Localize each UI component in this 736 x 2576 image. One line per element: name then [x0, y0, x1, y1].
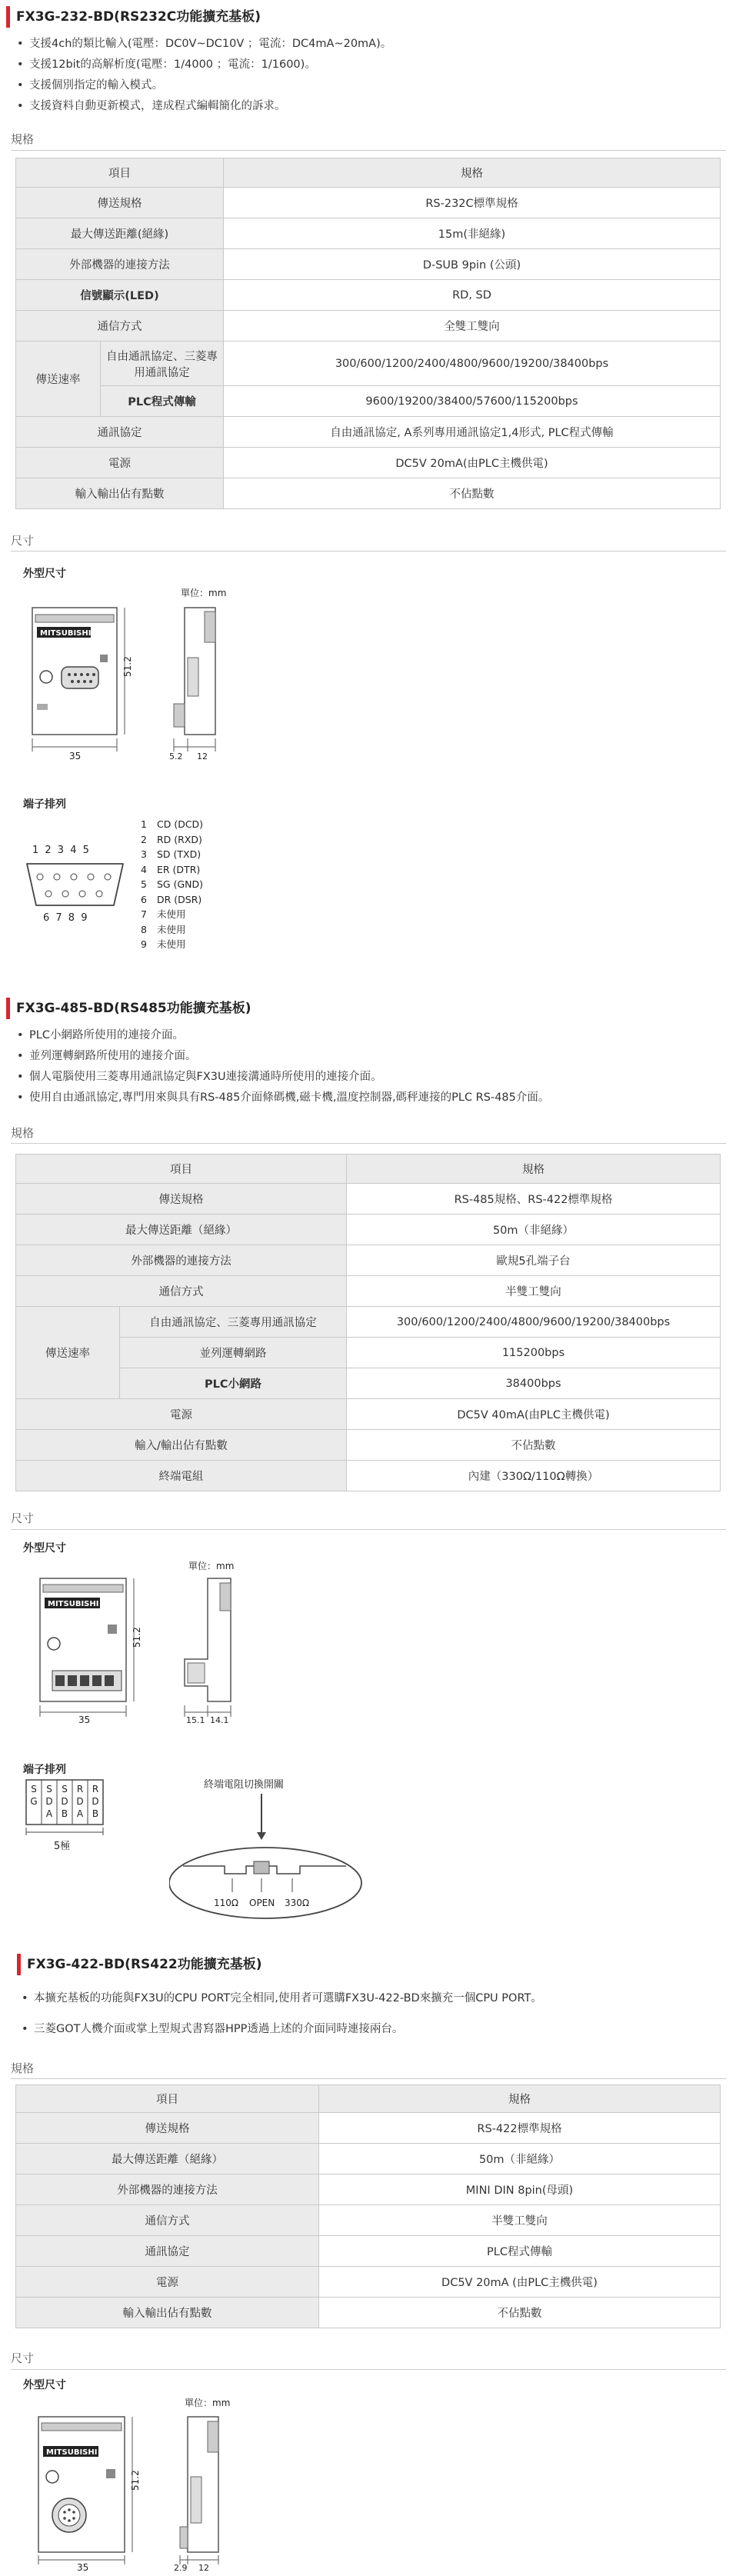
table-cell: PLC程式傳輸 [101, 386, 224, 417]
list-item: • 支援資料自動更新模式，達成程式編輯簡化的訴求。 [17, 96, 391, 117]
list-item: • 三菱GOT人機介面或掌上型規式書寫器HPP透過上述的介面同時連接兩台。 [22, 2014, 542, 2044]
divider [11, 1529, 726, 1530]
feature-list-485 [17, 1025, 549, 1108]
list-item: 8 未使用 [141, 923, 186, 935]
switch-option-330: 330Ω [285, 1898, 310, 1908]
list-item: 4 ER (DTR) [141, 863, 201, 875]
table-cell: 信號顯示(LED) [16, 280, 224, 311]
dim-height: 51.2 [132, 1627, 142, 1648]
pin-label: 端子排列 [23, 1764, 66, 1776]
table-cell: DC5V 20mA(由PLC主機供電) [224, 448, 721, 478]
table-cell: 半雙工雙向 [347, 1276, 721, 1307]
dim-depth-1: 15.1 [186, 1715, 205, 1725]
list-item: 5 SG (GND) [141, 878, 204, 890]
table-header: 規格 [347, 1155, 721, 1184]
table-cell: RS-422標準規格 [319, 2113, 721, 2144]
list-item: 9 未使用 [141, 938, 186, 950]
table-cell: 300/600/1200/2400/4800/9600/19200/38400bps [347, 1307, 721, 1338]
list-item: • 支援4ch的類比輸入(電壓：DC0V~DC10V ；電流：DC4mA~20mA)。 [17, 34, 391, 55]
dim-depth-2: 12 [197, 751, 208, 761]
section-title-232: FX3G-232-BD(RS232C功能擴充基板) [6, 6, 261, 28]
list-item: 1 CD (DCD) [141, 818, 204, 830]
table-cell: MINI DIN 8pin(母頭) [319, 2174, 721, 2205]
divider [11, 150, 726, 151]
table-cell: 並列運轉網路 [120, 1338, 347, 1368]
spec-table-422 [15, 2084, 721, 2328]
table-cell: RS-485規格、RS-422標準規格 [347, 1184, 721, 1215]
pin-numbers-top: 1 2 3 4 5 [32, 845, 91, 856]
table-cell: 電源 [16, 2267, 319, 2298]
outer-dim-label: 外型尺寸 [23, 1542, 66, 1555]
dim-width: 35 [78, 1715, 91, 1725]
svg-text:G: G [30, 1796, 38, 1807]
table-cell: 自由通訊協定、三菱專用通訊協定 [101, 342, 224, 386]
pin-numbers-bottom: 6 7 8 9 [43, 912, 89, 924]
table-cell: 9600/19200/38400/57600/115200bps [224, 386, 721, 417]
dim-depth-2: 14.1 [210, 1715, 229, 1725]
table-header: 項目 [16, 2085, 319, 2113]
dim-depth-1: 5.2 [169, 751, 183, 761]
table-cell: 通訊協定 [16, 2236, 319, 2267]
list-item: • 本擴充基板的功能與FX3U的CPU PORT完全相同,使用者可選購FX3U-422-BD來擴充一個CPU PORT。 [22, 1983, 542, 2014]
divider [11, 2078, 726, 2079]
table-cell: PLC小網路 [120, 1368, 347, 1399]
switch-option-110: 110Ω [214, 1898, 239, 1908]
table-cell: 輸入/輸出佔有點數 [16, 1430, 347, 1461]
table-cell: 傳送規格 [16, 1184, 347, 1215]
list-item: • 並列運轉網路所使用的連接介面。 [17, 1046, 549, 1067]
table-cell: 電源 [16, 1399, 347, 1430]
dim-height: 51.2 [130, 2470, 141, 2491]
list-item: • 支援12bit的高解析度(電壓：1/4000 ；電流：1/1600)。 [17, 55, 391, 75]
svg-text:A: A [45, 1808, 53, 1819]
table-cell: 外部機器的連接方法 [16, 1245, 347, 1276]
list-item: 6 DR (DSR) [141, 893, 202, 905]
table-cell: 電源 [16, 448, 224, 478]
table-cell: 輸入輸出佔有點數 [16, 478, 224, 509]
dim-width: 35 [69, 751, 82, 761]
pin-label: 端子排列 [23, 798, 66, 811]
table-cell: 輸入輸出佔有點數 [16, 2298, 319, 2328]
table-cell: 通訊協定 [16, 417, 224, 448]
terminal-rda: R [76, 1784, 84, 1795]
terminal-sda: S [46, 1784, 52, 1795]
svg-text:D: D [45, 1796, 53, 1807]
feature-list-232 [17, 34, 391, 117]
table-cell: 歐規5孔端子台 [347, 1245, 721, 1276]
switch-option-open: OPEN [249, 1898, 275, 1908]
divider [11, 2369, 726, 2370]
section-title-422: FX3G-422-BD(RS422功能擴充基板) [17, 1954, 262, 1975]
dim-depth-2: 12 [198, 2563, 209, 2573]
table-cell: 外部機器的連接方法 [16, 2174, 319, 2205]
pin-list [131, 817, 203, 952]
table-cell: 38400bps [347, 1368, 721, 1399]
table-cell: 50m（非絕緣） [319, 2144, 721, 2174]
dim-depth-1: 2.9 [174, 2563, 188, 2573]
table-cell: 傳送速率 [16, 1307, 120, 1399]
table-cell: 15m(非絕緣) [224, 218, 721, 249]
svg-text:D: D [92, 1796, 99, 1807]
table-cell: 全雙工雙向 [224, 311, 721, 342]
svg-text:A: A [76, 1808, 84, 1819]
dim-width: 35 [77, 2562, 89, 2573]
table-header: 規格 [224, 158, 721, 188]
unit-label: 單位：mm [185, 2398, 231, 2408]
table-cell: 通信方式 [16, 2205, 319, 2236]
table-cell: 300/600/1200/2400/4800/9600/19200/38400bps [224, 342, 721, 386]
spec-label: 規格 [11, 2061, 35, 2075]
svg-text:B: B [92, 1808, 99, 1819]
brand-label: MITSUBISHI [46, 2448, 98, 2457]
terminal-sdb: S [62, 1784, 68, 1795]
table-cell: 內建（330Ω/110Ω轉換） [347, 1461, 721, 1491]
table-cell: D-SUB 9pin (公頭) [224, 249, 721, 280]
list-item: • PLC小網路所使用的連接介面。 [17, 1025, 549, 1046]
dsub-connector-diagram [23, 835, 138, 942]
table-cell: DC5V 40mA(由PLC主機供電) [347, 1399, 721, 1430]
spec-table-232 [15, 158, 721, 509]
table-cell: 不佔點數 [224, 478, 721, 509]
svg-text:D: D [61, 1796, 68, 1807]
unit-label: 單位：mm [188, 1561, 235, 1571]
feature-list-422 [22, 1983, 542, 2044]
table-cell: 傳送速率 [16, 342, 101, 417]
table-cell: 終端電組 [16, 1461, 347, 1491]
svg-text:B: B [61, 1808, 68, 1819]
table-cell: RS-232C標準規格 [224, 188, 721, 218]
list-item: • 個人電腦使用三菱專用通訊協定與FX3U連接溝通時所使用的連接介面。 [17, 1067, 549, 1088]
table-cell: 傳送規格 [16, 2113, 319, 2144]
table-cell: 半雙工雙向 [319, 2205, 721, 2236]
outer-dim-label: 外型尺寸 [23, 568, 66, 580]
size-label: 尺寸 [11, 1511, 35, 1525]
section-title-485: FX3G-485-BD(RS485功能擴充基板) [6, 998, 251, 1019]
table-cell: RD, SD [224, 280, 721, 311]
table-cell: 50m（非絕緣） [347, 1215, 721, 1245]
table-cell: 自由通訊協定、三菱專用通訊協定 [120, 1307, 347, 1338]
list-item: 7 未使用 [141, 908, 186, 920]
dimension-drawing-422 [23, 2392, 277, 2574]
outer-dim-label: 外型尺寸 [23, 2379, 66, 2391]
dimension-drawing-485 [23, 1555, 277, 1725]
size-label: 尺寸 [11, 2351, 35, 2365]
divider [11, 551, 726, 552]
spec-table-485 [15, 1154, 721, 1491]
list-item: 3 SD (TXD) [141, 848, 201, 860]
table-cell: 自由通訊協定, A系列專用通訊協定1,4形式, PLC程式傳輸 [224, 417, 721, 448]
table-cell: 最大傳送距離(絕緣) [16, 218, 224, 249]
table-cell: 最大傳送距離（絕緣） [16, 1215, 347, 1245]
list-item: • 使用自由通訊協定,專門用來與具有RS-485介面條碼機,磁卡機,溫度控制器,碼秤連接的PLC RS-485介面。 [17, 1088, 549, 1108]
list-item: • 支援個別指定的輸入模式。 [17, 75, 391, 96]
pole-label: 5極 [54, 1841, 71, 1852]
termination-switch-diagram [169, 1775, 377, 1921]
switch-label: 終端電阻切換開關 [204, 1779, 285, 1791]
table-cell: 通信方式 [16, 1276, 347, 1307]
table-cell: 最大傳送距離（絕緣） [16, 2144, 319, 2174]
table-cell: PLC程式傳輸 [319, 2236, 721, 2267]
terminal-rdb: R [92, 1784, 99, 1795]
table-cell: 外部機器的連接方法 [16, 249, 224, 280]
list-item: 2 RD (RXD) [141, 833, 202, 845]
spec-label: 規格 [11, 132, 35, 146]
dimension-drawing-232 [23, 581, 277, 761]
table-cell: 傳送規格 [16, 188, 224, 218]
table-header: 項目 [16, 1155, 347, 1184]
table-cell: 不佔點數 [319, 2298, 721, 2328]
table-cell: DC5V 20mA (由PLC主機供電) [319, 2267, 721, 2298]
brand-label: MITSUBISHI [48, 1600, 99, 1608]
table-cell: 通信方式 [16, 311, 224, 342]
table-header: 規格 [319, 2085, 721, 2113]
spec-label: 規格 [11, 1126, 35, 1140]
svg-text:D: D [76, 1796, 84, 1807]
table-cell: 115200bps [347, 1338, 721, 1368]
size-label: 尺寸 [11, 534, 35, 548]
terminal-sg: S [31, 1784, 37, 1795]
table-header: 項目 [16, 158, 224, 188]
unit-label: 單位：mm [181, 588, 227, 598]
dim-height: 51.2 [122, 656, 133, 677]
brand-label: MITSUBISHI [40, 629, 92, 638]
divider [11, 1143, 726, 1144]
terminal-block-diagram [23, 1777, 115, 1869]
table-cell: 不佔點數 [347, 1430, 721, 1461]
